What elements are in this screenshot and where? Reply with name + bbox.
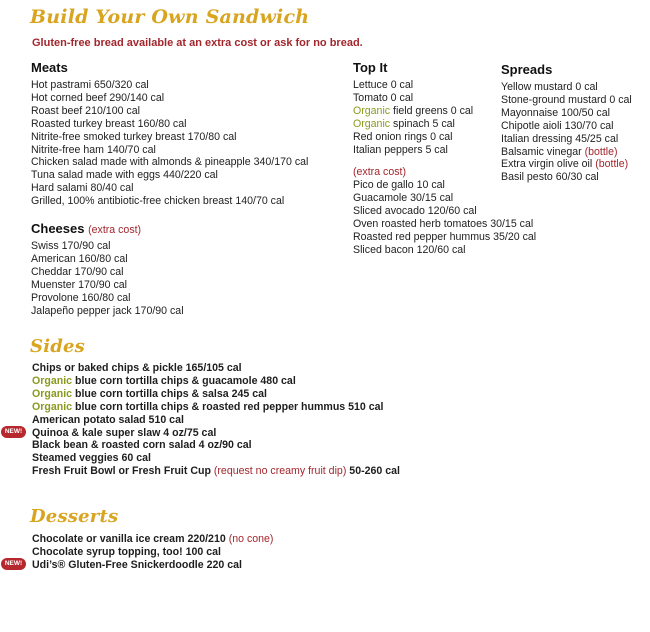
dessert-text: Chocolate syrup topping, too! 100 cal [32, 545, 221, 558]
new-badge: NEW! [1, 426, 26, 438]
spread-item [501, 146, 632, 159]
spread-item [501, 133, 632, 146]
organic-label: Organic [353, 104, 391, 117]
dessert-text: Udi’s® Gluten-Free Snickerdoodle 220 cal [32, 558, 242, 571]
cheeses-heading [31, 221, 184, 236]
topping-text: Lettuce 0 cal [353, 79, 414, 91]
dessert-item [32, 533, 273, 546]
spread-item [501, 171, 632, 184]
topping-text: field greens 0 cal [390, 104, 474, 117]
dessert-note: (no cone) [228, 533, 274, 545]
cheese-item: Swiss 170/90 cal [31, 240, 111, 252]
spreads-section [501, 62, 632, 184]
spread-text: Basil pesto 60/30 cal [501, 171, 599, 184]
spread-note: (bottle) [584, 145, 618, 158]
meat-item: Hard salami 80/40 cal [31, 182, 134, 195]
side-text: blue corn tortilla chips & roasted red pepper hummus 510 cal [72, 400, 384, 413]
meat-item: Nitrite-free ham 140/70 cal [31, 143, 156, 156]
extra-topping-item: Roasted red pepper hummus 35/20 cal [353, 230, 537, 243]
sides-title: Sides [30, 336, 86, 357]
spread-text: Chipotle aioli 130/70 cal [501, 119, 614, 132]
meat-item: Roast beef 210/100 cal [31, 104, 140, 117]
cheese-item: American 160/80 cal [31, 252, 128, 265]
side-text: Black bean & roasted corn salad 4 oz/90 cal [32, 439, 252, 452]
side-text: Steamed veggies 60 cal [32, 452, 151, 465]
dessert-item [32, 546, 273, 559]
topping-text: Italian peppers 5 cal [353, 143, 448, 156]
topping-text: spinach 5 cal [390, 117, 455, 130]
cheese-item: Cheddar 170/90 cal [31, 265, 124, 278]
extra-topping-item: Sliced avocado 120/60 cal [353, 205, 477, 218]
meats-section [31, 60, 308, 208]
side-text: Fresh Fruit Bowl or Fresh Fruit Cup [32, 465, 214, 478]
organic-label: Organic [353, 117, 391, 130]
meat-item: Tuna salad made with eggs 440/220 cal [31, 169, 218, 182]
sides-section [32, 362, 400, 478]
spread-text: Italian dressing 45/25 cal [501, 132, 619, 145]
page-title: Build Your Own Sandwich [30, 6, 310, 28]
organic-label: Organic [32, 387, 73, 400]
side-text: American potato salad 510 cal [32, 413, 184, 426]
side-text: Quinoa & kale super slaw 4 oz/75 cal [32, 426, 217, 439]
desserts-title: Desserts [30, 506, 119, 527]
dessert-item [32, 559, 273, 572]
meat-item: Hot pastrami 650/320 cal [31, 79, 149, 91]
organic-label: Organic [32, 400, 73, 413]
cheeses-section [31, 221, 184, 317]
side-item [32, 401, 400, 414]
cheese-item: Provolone 160/80 cal [31, 291, 131, 304]
meats-list [31, 79, 308, 208]
spread-note: (bottle) [595, 158, 629, 171]
topping-text: Red onion rings 0 cal [353, 130, 453, 143]
side-item [32, 388, 400, 401]
spread-text: Extra virgin olive oil [501, 158, 596, 171]
spread-text: Yellow mustard 0 cal [501, 81, 598, 93]
cheese-item: Jalapeño pepper jack 170/90 cal [31, 304, 184, 317]
cheese-item: Muenster 170/90 cal [31, 278, 127, 291]
extra-topping-item: Guacamole 30/15 cal [353, 192, 454, 205]
cheeses-heading-label: Cheeses [31, 221, 85, 236]
spread-item [501, 107, 632, 120]
meat-item: Hot corned beef 290/140 cal [31, 91, 165, 104]
spread-text: Balsamic vinegar [501, 145, 585, 158]
spread-item [501, 158, 632, 171]
spreads-list [501, 81, 632, 184]
side-item [32, 427, 400, 440]
topping-text: Tomato 0 cal [353, 91, 414, 104]
side-text: blue corn tortilla chips & salsa 245 cal [72, 387, 267, 400]
spread-text: Stone-ground mustard 0 cal [501, 93, 632, 106]
top-it-extra-label: (extra cost) [353, 166, 406, 179]
cheeses-list [31, 240, 184, 317]
side-item [32, 414, 400, 427]
new-badge: NEW! [1, 558, 26, 570]
side-item [32, 439, 400, 452]
top-it-extra-list [353, 179, 536, 256]
meat-item: Chicken salad made with almonds & pineapple 340/170 cal [31, 156, 309, 169]
desserts-list [32, 533, 273, 572]
side-item [32, 452, 400, 465]
spreads-heading: Spreads [501, 62, 553, 77]
side-item [32, 375, 400, 388]
sides-list [32, 362, 400, 478]
meat-item: Nitrite-free smoked turkey breast 170/80 cal [31, 130, 237, 143]
side-text: blue corn tortilla chips & guacamole 480 cal [72, 374, 296, 387]
side-text: Chips or baked chips & pickle 165/105 cal [32, 362, 242, 374]
meat-item: Roasted turkey breast 160/80 cal [31, 117, 187, 130]
spread-item [501, 81, 632, 94]
top-it-heading: Top It [353, 60, 388, 75]
side-calories: 50-260 cal [346, 465, 400, 478]
side-item [32, 362, 400, 375]
spread-item [501, 120, 632, 133]
cheeses-note: (extra cost) [88, 224, 142, 236]
extra-topping-item: Oven roasted herb tomatoes 30/15 cal [353, 218, 534, 231]
spread-item [501, 94, 632, 107]
meat-item: Grilled, 100% antibiotic-free chicken breast 140/70 cal [31, 195, 285, 208]
side-note: (request no creamy fruit dip) [213, 465, 347, 478]
spread-text: Mayonnaise 100/50 cal [501, 106, 610, 119]
meats-heading: Meats [31, 60, 68, 75]
extra-topping-item: Pico de gallo 10 cal [353, 179, 445, 192]
extra-topping-item: Sliced bacon 120/60 cal [353, 243, 466, 256]
page-subtitle: Gluten-free bread available at an extra cost or ask for no bread. [32, 37, 363, 49]
dessert-text: Chocolate or vanilla ice cream 220/210 [32, 533, 229, 545]
organic-label: Organic [32, 374, 73, 387]
side-item [32, 465, 400, 478]
desserts-section [32, 533, 273, 572]
